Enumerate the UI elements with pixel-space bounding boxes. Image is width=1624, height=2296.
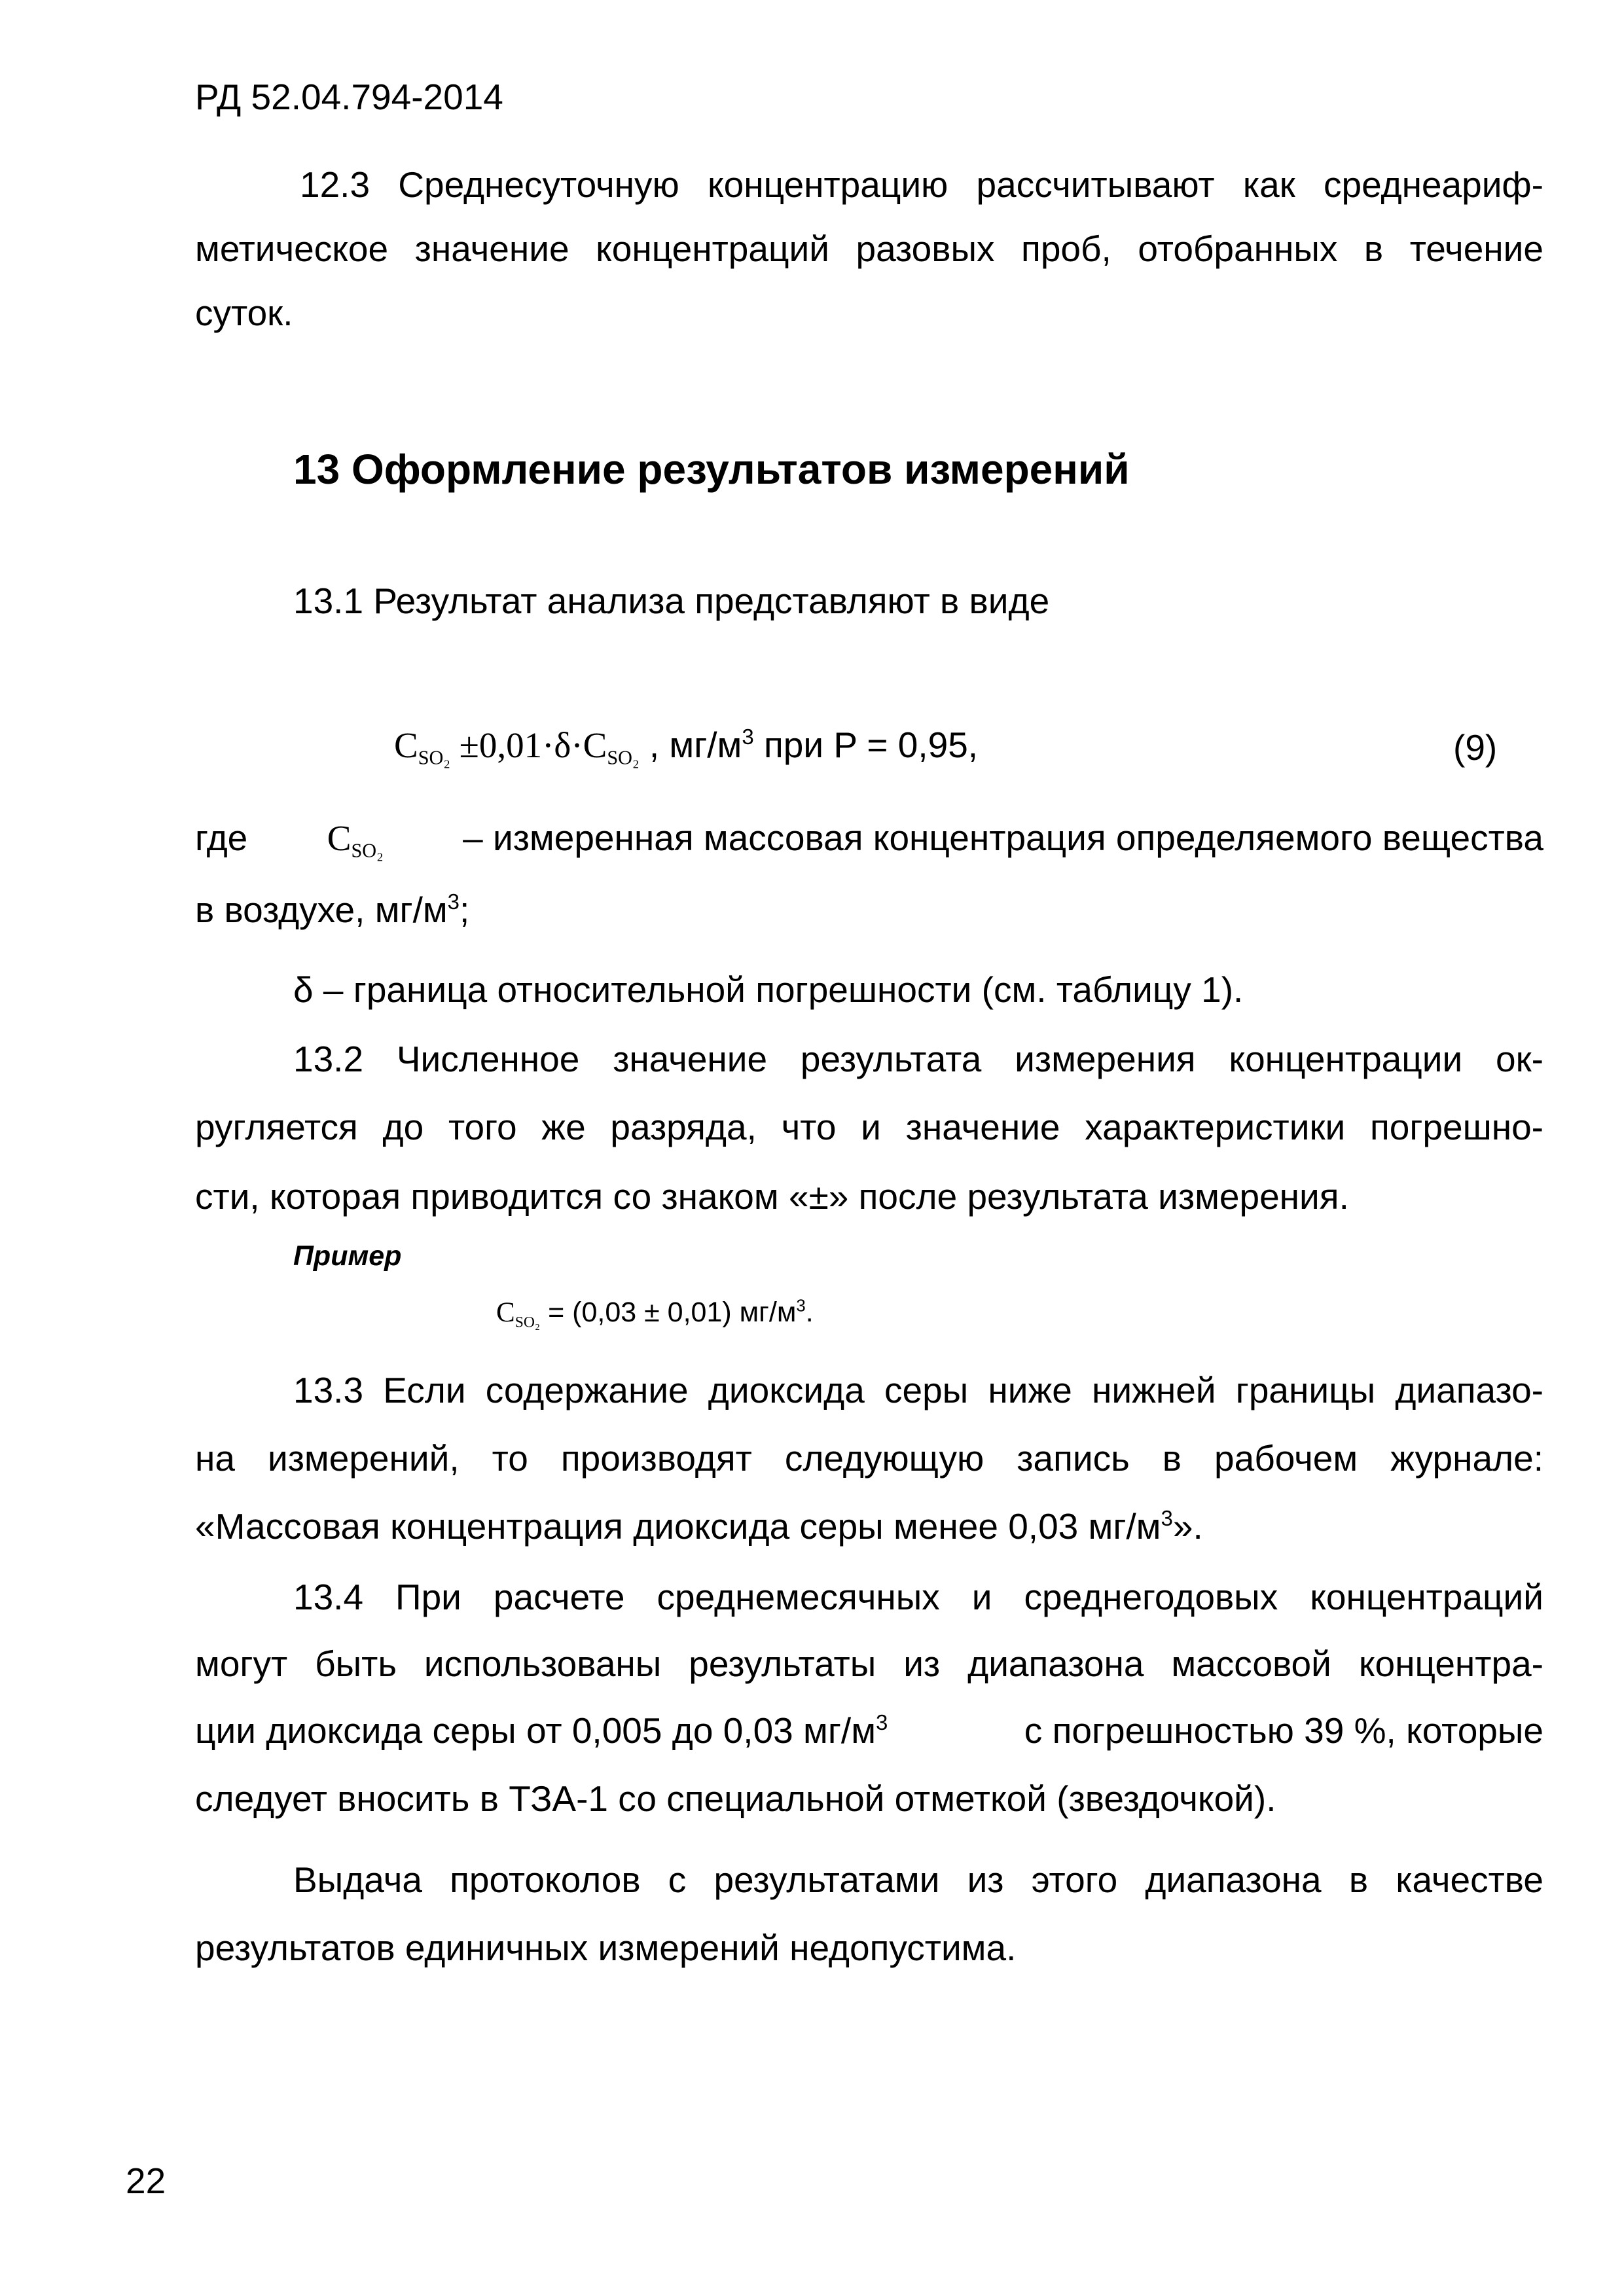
paragraph-issue-line-2: результатов единичных измерений недопустима. — [195, 1928, 1017, 1968]
section-title: 13 Оформление результатов измерений — [293, 446, 1130, 493]
paragraph-13-4-text: ции диоксида серы от 0,005 до 0,03 мг/м — [195, 1710, 876, 1751]
example-unit-exponent: 3 — [796, 1297, 806, 1316]
paragraph-13-4-exponent: 3 — [876, 1710, 888, 1735]
where-line-1 — [195, 817, 1543, 862]
example-label: Пример — [293, 1240, 402, 1272]
paragraph-12-3-line-2: метическое значение концентраций разовых проб, отобранных в течение — [195, 228, 1543, 269]
paragraph-13-2-line-2: ругляется до того же разряда, что и значение характеристики погрешно- — [195, 1107, 1543, 1147]
paragraph-13-4-line-3 — [195, 1711, 1543, 1750]
paragraph-13-4-line-1: 13.4 При расчете среднемесячных и среднегодовых концентраций — [293, 1577, 1543, 1617]
formula-subscript: SO₂ — [418, 746, 450, 769]
where-line-2 — [195, 890, 469, 929]
paragraph-13-1: 13.1 Результат анализа представляют в виде — [293, 581, 1050, 621]
where-unit-text: в воздухе, мг/м — [195, 889, 448, 930]
paragraph-13-3-line-2: на измерений, то производят следующую запись в рабочем журнале: — [195, 1438, 1543, 1479]
where-subscript: SO₂ — [351, 839, 384, 862]
page-number: 22 — [126, 2161, 166, 2201]
paragraph-12-3-line-1: 12.3 Среднесуточную концентрацию рассчитывают как среднеариф- — [300, 164, 1543, 205]
paragraph-13-3-text: «Массовая концентрация диоксида серы менее 0,03 мг/м — [195, 1506, 1161, 1547]
example-c-symbol: C — [496, 1297, 515, 1328]
delta-definition: δ – граница относительной погрешности (см. таблицу 1). — [293, 969, 1244, 1010]
paragraph-13-3-tail: ». — [1172, 1506, 1203, 1547]
paragraph-13-3-line-1: 13.3 Если содержание диоксида серы ниже нижней границы диапазо- — [293, 1370, 1543, 1410]
formula-subscript: SO₂ — [607, 746, 640, 769]
where-symbol — [327, 818, 384, 862]
where-unit-tail: ; — [460, 889, 470, 930]
where-definition: – измеренная массовая концентрация определяемого вещества — [463, 817, 1543, 858]
formula-unit-exponent: 3 — [742, 725, 754, 749]
document-code: РД 52.04.794-2014 — [195, 77, 503, 117]
paragraph-13-2-line-3: сти, которая приводится со знаком «±» после результата измерения. — [195, 1176, 1349, 1217]
paragraph-issue-line-1: Выдача протоколов с результатами из этого диапазона в качестве — [293, 1859, 1543, 1900]
example-tail: . — [805, 1297, 814, 1328]
where-unit-exponent: 3 — [447, 889, 460, 914]
paragraph-13-4-line-3-start — [195, 1711, 888, 1750]
example-value: = (0,03 ± 0,01) мг/м — [540, 1297, 797, 1328]
formula-condition: при P = 0,95, — [753, 725, 979, 765]
example-formula — [496, 1296, 814, 1329]
formula-9 — [394, 725, 979, 769]
formula-unit: , мг/м — [639, 725, 742, 765]
paragraph-13-4-line-2: могут быть использованы результаты из диапазона массовой концентра- — [195, 1643, 1543, 1684]
where-label: где — [195, 817, 248, 858]
paragraph-13-3-exponent: 3 — [1161, 1506, 1173, 1531]
paragraph-12-3-line-3: суток. — [195, 293, 293, 333]
formula-c-symbol: C — [394, 725, 418, 765]
paragraph-13-2-line-1: 13.2 Численное значение результата измерения концентрации ок- — [293, 1039, 1543, 1079]
formula-error-term: ±0,01·δ·C — [450, 725, 607, 765]
paragraph-13-4-line-3-end: с погрешностью 39 %, которые — [1024, 1710, 1543, 1751]
paragraph-13-3-line-3 — [195, 1507, 1203, 1546]
paragraph-13-4-line-4: следует вносить в ТЗА-1 со специальной отметкой (звездочкой). — [195, 1778, 1276, 1819]
formula-number: (9) — [1453, 727, 1498, 768]
where-c-symbol: C — [327, 818, 352, 858]
example-subscript: SO₂ — [514, 1314, 541, 1331]
